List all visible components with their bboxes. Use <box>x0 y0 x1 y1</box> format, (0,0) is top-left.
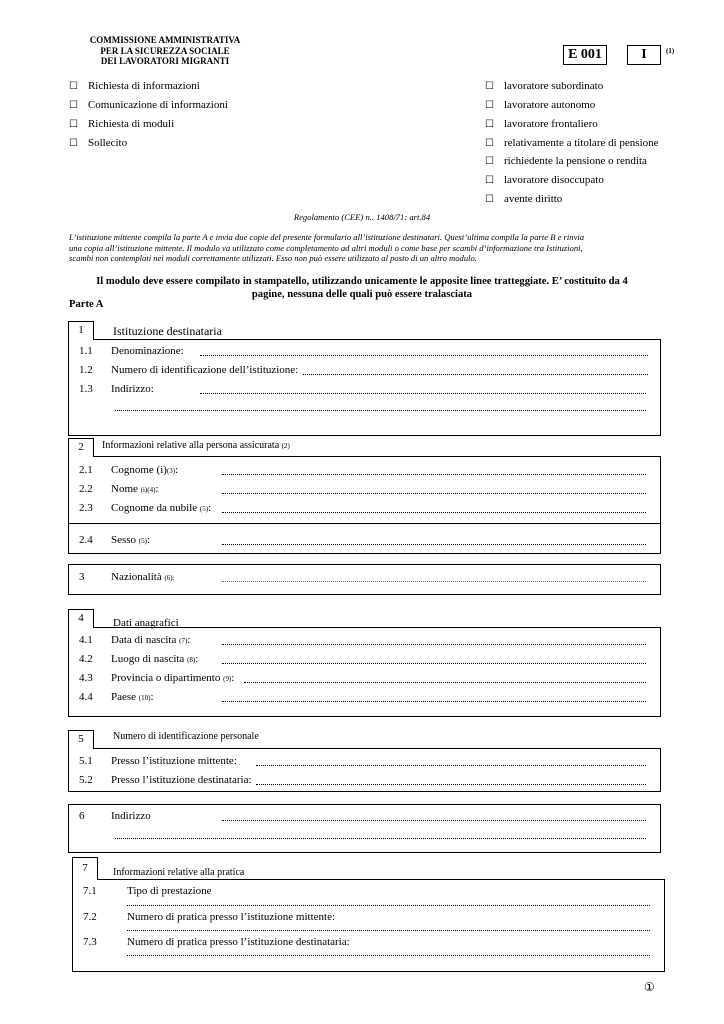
sex-field[interactable] <box>222 544 646 545</box>
person-option-entitled-person[interactable] <box>485 193 562 205</box>
field-label: Nome (i)(4): <box>111 483 159 495</box>
option-label: Richiesta di informazioni <box>87 80 200 92</box>
field-label: Indirizzo: <box>111 383 154 395</box>
section-number: 5 <box>68 730 94 749</box>
field-number: 7.2 <box>83 911 97 923</box>
nationality-field[interactable] <box>222 581 646 582</box>
option-label: avente diritto <box>503 193 563 205</box>
footnote-ref: (10) <box>138 694 151 702</box>
field-number: 7.1 <box>83 885 97 897</box>
org-line-3: DEI LAVORATORI MIGRANTI <box>100 56 230 66</box>
request-option-information-communication[interactable] <box>69 99 228 111</box>
checkbox-icon[interactable]: ☐ <box>69 119 78 130</box>
option-label: Richiesta di moduli <box>87 118 175 130</box>
field-label: Presso l’istituzione mittente: <box>111 755 237 767</box>
benefit-type-field[interactable] <box>127 905 650 906</box>
org-line-1: COMMISSIONE AMMINISTRATIVA <box>89 35 241 45</box>
person-option-unemployed[interactable] <box>485 174 604 186</box>
field-number: 4.4 <box>79 691 93 703</box>
section-number: 3 <box>79 571 85 583</box>
field-number: 2.1 <box>79 464 93 476</box>
person-option-employed[interactable] <box>485 80 603 92</box>
field-number: 1.1 <box>79 345 93 357</box>
footnote-ref: (i)(4) <box>140 486 156 494</box>
intro-line: una copia all’istituzione mittente. Il modulo va utilizzato come completamento ad altri moduli o come base per scambi d’informazione tra Istituzioni, <box>69 242 583 253</box>
surname-field[interactable] <box>222 474 646 475</box>
field-label: Sesso (5): <box>111 534 151 546</box>
person-option-pensioner[interactable] <box>485 137 659 149</box>
footnote-ref: (1) <box>666 47 675 55</box>
birth-place-field[interactable] <box>222 663 646 664</box>
instruction-line: pagine, nessuna delle quali può essere tralasciata <box>251 289 473 300</box>
maiden-name-field[interactable] <box>222 512 646 513</box>
checkbox-icon[interactable]: ☐ <box>485 156 494 167</box>
request-option-information-request[interactable] <box>69 80 200 92</box>
section-6-box <box>68 804 661 853</box>
recipient-address-field-line-2[interactable] <box>115 410 646 411</box>
footnote-ref: (6): <box>164 574 175 582</box>
part-label: Parte A <box>69 299 104 310</box>
field-label-text: Data di nascita <box>111 634 177 646</box>
footnote-ref: (5) <box>138 537 147 545</box>
option-label: richiedente la pensione o rendita <box>503 155 647 167</box>
page-number: ① <box>644 980 655 994</box>
form-code: E 001 <box>563 45 607 65</box>
section-title-text: Informazioni relative alla persona assicurata <box>102 440 280 451</box>
section-number: 1 <box>68 321 94 340</box>
request-option-forms-request[interactable] <box>69 118 174 130</box>
intro-line: scambi non contemplati nei moduli correttamente utilizzati. Esso non può essere utilizzato al posto di un altro modulo. <box>69 253 477 264</box>
recipient-case-number-field[interactable] <box>127 955 650 956</box>
field-label-text: Luogo di nascita <box>111 653 185 665</box>
footnote-ref: (9) <box>223 675 232 683</box>
section-number: 6 <box>79 810 85 822</box>
checkbox-icon[interactable]: ☐ <box>69 100 78 111</box>
field-label: Paese (10): <box>111 691 154 703</box>
field-number: 4.3 <box>79 672 93 684</box>
checkbox-icon[interactable]: ☐ <box>69 81 78 92</box>
divider <box>69 523 660 524</box>
field-number: 2.3 <box>79 502 93 514</box>
field-label: Numero di pratica presso l’istituzione mittente: <box>127 911 336 923</box>
instruction-text <box>0 275 724 301</box>
field-label: Data di nascita (7): <box>111 634 191 646</box>
field-label-text: Paese <box>111 691 137 703</box>
option-label: lavoratore autonomo <box>503 99 596 111</box>
recipient-personal-id-field[interactable] <box>256 784 646 785</box>
regulation-reference: Regolamento (CEE) n.. 1408/71: art.84 <box>293 212 431 222</box>
person-option-frontier-worker[interactable] <box>485 118 598 130</box>
person-option-self-employed[interactable] <box>485 99 595 111</box>
field-number: 5.1 <box>79 755 93 767</box>
intro-line: L’istituzione mittente compila la parte A e invia due copie del presente formulario all’istituzione destinatari. Quest’ultima compila la parte B e rinvia <box>69 232 585 242</box>
field-number: 4.2 <box>79 653 93 665</box>
footnote-ref: (8) <box>187 656 196 664</box>
section-number: 7 <box>72 857 98 880</box>
field-number: 7.3 <box>83 936 97 948</box>
field-label <box>111 571 175 583</box>
field-label: Provincia o dipartimento (9): <box>111 672 235 684</box>
option-label: lavoratore subordinato <box>503 80 604 92</box>
field-label: Numero di pratica presso l’istituzione destinataria: <box>127 936 350 948</box>
org-line-2: PER LA SICUREZZA SOCIALE <box>100 45 230 56</box>
language-code: I <box>627 45 661 65</box>
field-label-text: Cognome (i) <box>111 464 167 476</box>
address-field-line-2[interactable] <box>115 838 646 839</box>
section-number: 4 <box>68 609 94 628</box>
option-label: Sollecito <box>87 137 128 149</box>
field-number: 4.1 <box>79 634 93 646</box>
checkbox-icon[interactable]: ☐ <box>69 138 78 149</box>
intro-text <box>69 232 584 264</box>
issuing-organization <box>80 35 250 67</box>
sender-case-number-field[interactable] <box>127 930 650 931</box>
address-field[interactable] <box>222 820 646 821</box>
checkbox-icon[interactable]: ☐ <box>485 138 494 149</box>
checkbox-icon[interactable]: ☐ <box>485 100 494 111</box>
section-title: Dati anagrafici <box>113 617 179 629</box>
birth-date-field[interactable] <box>222 644 646 645</box>
section-title: Numero di identificazione personale <box>113 731 259 742</box>
field-number: 1.3 <box>79 383 93 395</box>
field-number: 1.2 <box>79 364 93 376</box>
field-label: Numero di identificazione dell’istituzione: <box>111 364 299 376</box>
checkbox-icon[interactable]: ☐ <box>485 119 494 130</box>
footnote-ref: (7) <box>179 637 188 645</box>
field-label-text: Nome <box>111 483 138 495</box>
field-number: 2.4 <box>79 534 93 546</box>
section-number: 2 <box>68 438 94 457</box>
field-label-text: Nazionalità <box>111 571 162 583</box>
option-label: lavoratore disoccupato <box>503 174 604 186</box>
field-label-text: Provincia o dipartimento <box>111 672 221 684</box>
footnote-ref: (5) <box>199 505 209 513</box>
instruction-line: Il modulo deve essere compilato in stampatello, utilizzando unicamente le apposite linee tratteggiate. E’ costituito da 4 <box>96 276 628 287</box>
field-number: 2.2 <box>79 483 93 495</box>
checkbox-icon[interactable]: ☐ <box>485 175 494 186</box>
first-name-field[interactable] <box>222 493 646 494</box>
sender-personal-id-field[interactable] <box>256 765 646 766</box>
option-label: Comunicazione di informazioni <box>87 99 228 111</box>
field-label: Denominazione: <box>111 345 184 357</box>
recipient-id-field[interactable] <box>303 374 648 375</box>
field-label-text: Cognome da nubile <box>111 502 198 514</box>
section-title: Informazioni relative alla pratica <box>113 867 245 878</box>
country-field[interactable] <box>222 701 646 702</box>
field-label: Cognome da nubile (5): <box>111 502 212 514</box>
checkbox-icon[interactable]: ☐ <box>485 194 494 205</box>
section-title <box>102 440 290 451</box>
field-label: Luogo di nascita (8): <box>111 653 199 665</box>
field-label: Indirizzo <box>111 810 151 822</box>
checkbox-icon[interactable]: ☐ <box>485 81 494 92</box>
footnote-ref: (3) <box>166 467 176 475</box>
option-label: relativamente a titolare di pensione <box>503 137 659 149</box>
recipient-name-field[interactable] <box>200 355 648 356</box>
footnote-ref: (2) <box>281 442 290 450</box>
field-label-text: Sesso <box>111 534 137 546</box>
field-label: Cognome (i)(3): <box>111 464 179 476</box>
field-label: Tipo di prestazione <box>127 885 212 897</box>
section-title: Istituzione destinataria <box>113 324 222 338</box>
option-label: lavoratore frontaliero <box>503 118 598 130</box>
province-field[interactable] <box>244 682 646 683</box>
person-option-pension-claimant[interactable] <box>485 155 647 167</box>
field-label: Presso l’istituzione destinataria: <box>111 774 252 786</box>
recipient-address-field[interactable] <box>200 393 646 394</box>
request-option-reminder[interactable] <box>69 137 127 149</box>
field-number: 5.2 <box>79 774 93 786</box>
